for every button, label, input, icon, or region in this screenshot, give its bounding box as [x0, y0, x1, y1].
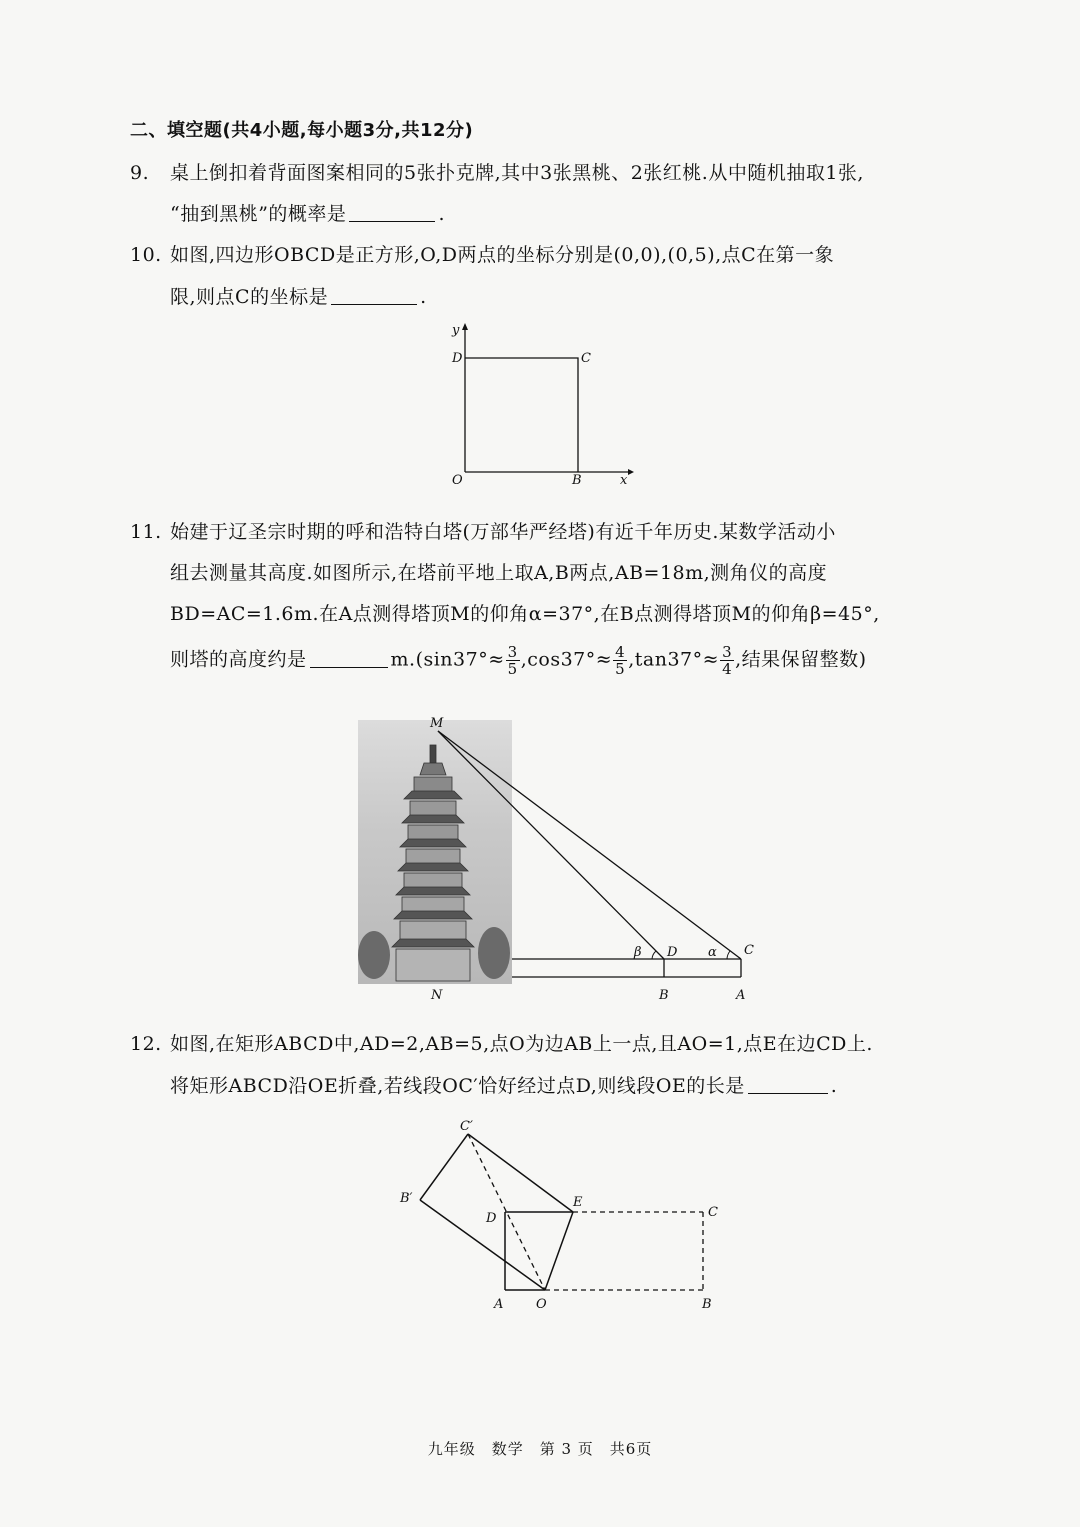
point-a-label: A: [494, 1297, 504, 1312]
fraction: [720, 644, 734, 677]
question-10-line-1: [130, 240, 834, 267]
question-12-line-1: [130, 1029, 873, 1056]
denominator: 5: [507, 660, 518, 678]
section-title: 二、填空题(共4小题,每小题3分,共12分): [130, 120, 474, 141]
question-number: 9.: [130, 162, 150, 184]
rectangle-fold-figure: [390, 1110, 740, 1320]
numerator: 3: [507, 643, 518, 661]
question-number: 11.: [130, 521, 162, 543]
question-11-line-1: [130, 517, 836, 544]
x-axis-arrow: [628, 469, 634, 475]
question-text: m.(sin37°≈: [390, 648, 505, 671]
point-c-label: C: [581, 351, 591, 366]
coordinate-square-figure: [440, 320, 640, 490]
y-axis-label: y: [452, 323, 460, 338]
answer-blank[interactable]: [748, 1077, 828, 1094]
folded-side-c1e: [468, 1134, 573, 1212]
point-b-label: B: [572, 473, 582, 488]
question-text: 限,则点C的坐标是: [170, 286, 329, 308]
question-9-line-2: [170, 199, 445, 226]
question-11-line-2: 组去测量其高度.如图所示,在塔前平地上取A,B两点,AB=18m,测角仪的高度: [170, 562, 828, 584]
fraction: [506, 644, 520, 677]
angle-alpha-arc: [727, 951, 730, 959]
pagoda-illustration: [392, 745, 474, 981]
question-11-line-4: [170, 644, 867, 677]
point-c-label: C: [708, 1205, 718, 1220]
x-axis-label: x: [620, 473, 628, 488]
point-d-label: D: [486, 1211, 497, 1226]
fold-line-oe: [545, 1212, 573, 1290]
denominator: 4: [722, 660, 733, 678]
question-text: ,cos37°≈: [520, 648, 613, 671]
sight-line-dm: [438, 731, 664, 959]
point-e-label: E: [573, 1195, 583, 1210]
square-obcd: [465, 358, 578, 472]
point-b-prime-label: B′: [400, 1191, 413, 1206]
point-n-label: N: [431, 988, 443, 1003]
point-b-label: B: [659, 988, 669, 1003]
question-text: “抽到黑桃”的概率是: [170, 203, 347, 225]
point-o-label: O: [536, 1297, 547, 1312]
point-b-label: B: [702, 1297, 712, 1312]
fraction: [613, 644, 627, 677]
denominator: 5: [615, 660, 626, 678]
angle-beta-label: β: [634, 945, 642, 960]
question-text: ,tan37°≈: [628, 648, 720, 671]
question-9-line-1: [130, 158, 864, 185]
numerator: 3: [722, 643, 733, 661]
question-11-line-3: BD=AC=1.6m.在A点测得塔顶M的仰角α=37°,在B点测得塔顶M的仰角β=45°,: [170, 603, 880, 625]
folded-side-c1b1: [420, 1134, 468, 1200]
question-text: 始建于辽圣宗时期的呼和浩特白塔(万部华严经塔)有近千年历史.某数学活动小: [170, 521, 836, 543]
y-axis-arrow: [462, 323, 468, 330]
point-d-label: D: [667, 945, 678, 960]
sight-line-cm: [438, 731, 741, 959]
question-text: 如图,四边形OBCD是正方形,O,D两点的坐标分别是(0,0),(0,5),点C在第一象: [170, 244, 835, 266]
question-number: 10.: [130, 244, 162, 266]
question-text: .: [438, 203, 445, 225]
point-d-label: D: [452, 351, 463, 366]
answer-blank[interactable]: [310, 651, 388, 668]
question-12-line-2: [170, 1071, 837, 1098]
folded-side-b1o: [420, 1200, 545, 1290]
question-text: 则塔的高度约是: [170, 648, 307, 671]
angle-beta-arc: [652, 951, 656, 959]
answer-blank[interactable]: [349, 205, 435, 222]
question-text: 桌上倒扣着背面图案相同的5张扑克牌,其中3张黑桃、2张红桃.从中随机抽取1张,: [170, 162, 864, 184]
point-c-prime-label: C′: [460, 1119, 473, 1134]
point-a-label: A: [736, 988, 746, 1003]
page-footer: 九年级 数学 第 3 页 共6页: [427, 1440, 653, 1458]
question-text: 如图,在矩形ABCD中,AD=2,AB=5,点O为边AB上一点,且AO=1,点E在边CD上.: [170, 1033, 873, 1055]
pagoda-measurement-figure: [358, 715, 758, 1005]
point-c-label: C: [744, 943, 754, 958]
question-text: .: [830, 1075, 838, 1097]
question-text: .: [420, 286, 427, 308]
question-text: ,结果保留整数): [735, 648, 867, 671]
answer-blank[interactable]: [331, 288, 417, 305]
question-text: 将矩形ABCD沿OE折叠,若线段OC′恰好经过点D,则线段OE的长是: [170, 1075, 745, 1097]
point-m-label: M: [430, 716, 444, 731]
angle-alpha-label: α: [708, 945, 717, 960]
point-o-label: O: [452, 473, 463, 488]
question-number: 12.: [130, 1033, 162, 1055]
numerator: 4: [615, 643, 626, 661]
question-10-line-2: [170, 282, 427, 309]
